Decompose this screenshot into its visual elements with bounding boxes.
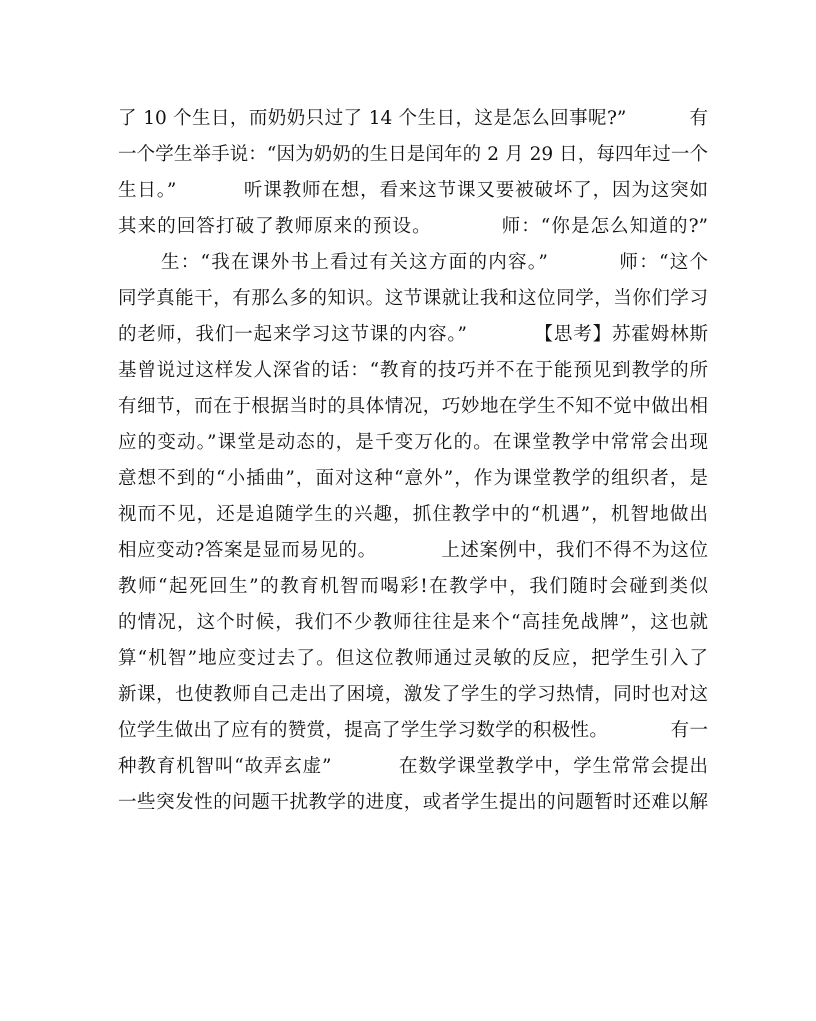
- text-line: 的老师，我们一起来学习这节课的内容。” 【思考】苏霍姆林斯: [118, 324, 708, 345]
- text-line: 一些突发性的问题干扰教学的进度，或者学生提出的问题暂时还难以解: [118, 792, 708, 813]
- text-line: 生：“我在课外书上看过有关这方面的内容。” 师：“这个: [118, 252, 708, 273]
- text-line: 一个学生举手说：“因为奶奶的生日是闰年的 2 月 29 日，每四年过一个: [118, 144, 708, 165]
- text-line: 意想不到的“小插曲”，面对这种“意外”，作为课堂教学的组织者，是: [118, 468, 708, 489]
- text-line: 的情况，这个时候，我们不少教师往往是来个“高挂免战牌”，这也就: [118, 612, 708, 633]
- text-line: 基曾说过这样发人深省的话：“教育的技巧并不在于能预见到教学的所: [118, 360, 708, 381]
- body-text: [118, 101, 708, 821]
- text-line: 种教育机智叫“故弄玄虚” 在数学课堂教学中，学生常常会提出: [118, 756, 708, 777]
- text-line: 了 10 个生日，而奶奶只过了 14 个生日，这是怎么回事呢?” 有: [118, 108, 708, 129]
- text-line: 新课，也使教师自己走出了困境，激发了学生的学习热情，同时也对这: [118, 684, 708, 705]
- text-line: 生日。” 听课教师在想，看来这节课又要被破坏了，因为这突如: [118, 180, 708, 201]
- text-line: 应的变动。”课堂是动态的，是千变万化的。在课堂教学中常常会出现: [118, 432, 708, 453]
- text-line: 算“机智”地应变过去了。但这位教师通过灵敏的反应，把学生引入了: [118, 648, 708, 669]
- text-line: 同学真能干，有那么多的知识。这节课就让我和这位同学，当你们学习: [118, 288, 708, 309]
- text-line: 有细节，而在于根据当时的具体情况，巧妙地在学生不知不觉中做出相: [118, 396, 708, 417]
- text-line: 位学生做出了应有的赞赏，提高了学生学习数学的积极性。 有一: [118, 720, 708, 741]
- text-line: 教师“起死回生”的教育机智而喝彩!在教学中，我们随时会碰到类似: [118, 576, 708, 597]
- text-line: 其来的回答打破了教师原来的预设。 师：“你是怎么知道的?”: [118, 216, 708, 237]
- text-line: 相应变动?答案是显而易见的。 上述案例中，我们不得不为这位: [118, 540, 708, 561]
- text-line: 视而不见，还是追随学生的兴趣，抓住教学中的“机遇”，机智地做出: [118, 504, 708, 525]
